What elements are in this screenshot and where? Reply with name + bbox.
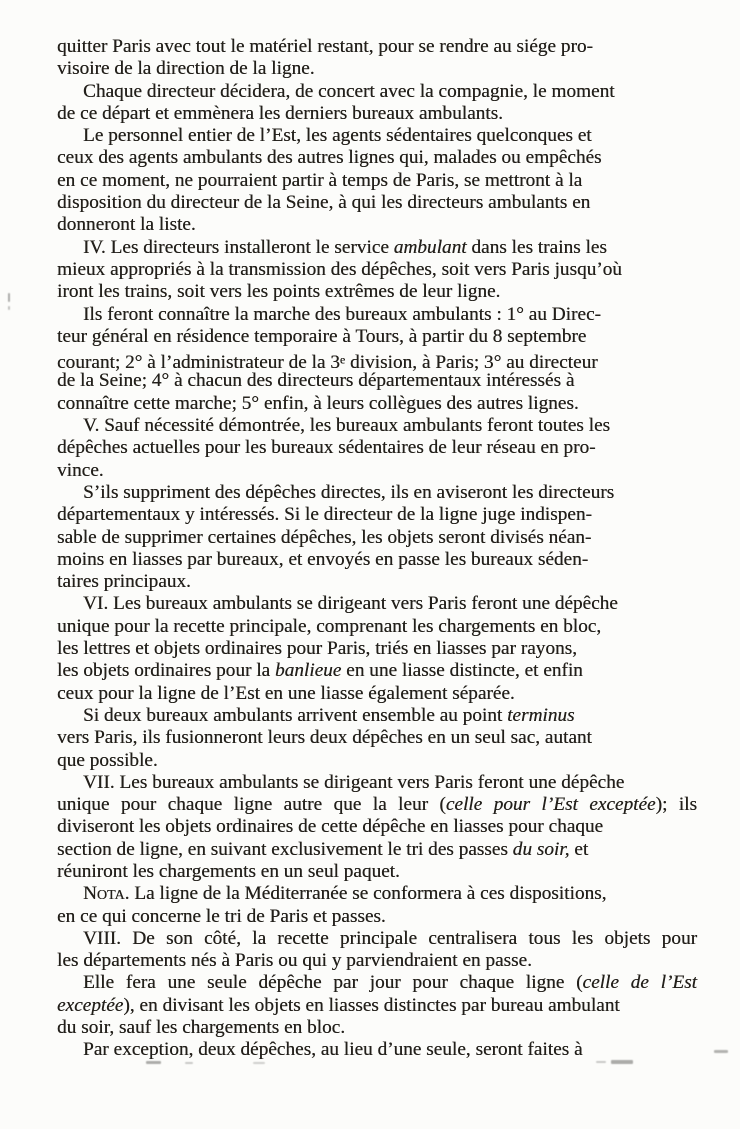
text-line-content xyxy=(57,1017,345,1038)
text-run: moins en liasses par bureaux, et envoyés en passe les bureaux séden- xyxy=(57,548,589,570)
superscript-text: e xyxy=(339,352,346,367)
text-line xyxy=(57,504,697,526)
italic-text: terminus xyxy=(507,704,575,726)
text-line xyxy=(57,683,697,705)
text-line xyxy=(57,460,697,482)
text-run: diviseront les objets ordinaires de cette dépêche en liasses pour chaque xyxy=(57,816,604,838)
text-line xyxy=(57,304,697,326)
text-line xyxy=(57,192,697,214)
text-line-content xyxy=(83,415,610,436)
italic-text: ambulant xyxy=(393,236,467,258)
text-line xyxy=(57,1039,697,1061)
scan-speck xyxy=(8,306,10,310)
text-line xyxy=(57,125,697,147)
paragraph xyxy=(57,81,697,126)
text-run: dépêches actuelles pour les bureaux sédentaires de leur réseau en pro- xyxy=(57,437,596,459)
text-line xyxy=(57,103,697,125)
text-line xyxy=(57,81,697,103)
text-line-content xyxy=(83,972,697,993)
text-line xyxy=(57,170,697,192)
text-line xyxy=(57,36,697,58)
text-line-content xyxy=(57,950,532,971)
paragraph xyxy=(57,883,697,928)
text-line xyxy=(57,393,697,415)
text-block xyxy=(57,36,697,1062)
text-line-content xyxy=(57,259,622,280)
smallcaps-text: Nota xyxy=(83,883,125,905)
text-line-content xyxy=(57,192,590,213)
text-run: en une liasse distincte, et enfin xyxy=(341,660,583,682)
text-line xyxy=(57,727,697,749)
text-run: connaître cette marche; 5° enfin, à leurs collègues des autres lignes. xyxy=(57,392,579,414)
text-line xyxy=(57,638,697,660)
text-line-content xyxy=(57,660,583,681)
paragraph xyxy=(57,237,697,304)
paragraph xyxy=(57,593,697,704)
text-line xyxy=(57,571,697,593)
text-line xyxy=(57,660,697,682)
text-line-content xyxy=(57,527,591,548)
text-run: vince. xyxy=(57,459,104,481)
text-run: de la Seine; 4° à chacun des directeurs départementaux intéressés à xyxy=(57,370,575,392)
text-run: en ce moment, ne pourraient partir à temps de Paris, se mettront à la xyxy=(57,169,583,191)
text-line xyxy=(57,1017,697,1039)
italic-text: banlieue xyxy=(274,660,342,682)
text-line-content xyxy=(57,370,574,391)
text-run: réuniront les chargements en un seul paquet. xyxy=(57,860,400,882)
text-run: VI. Les bureaux ambulants se dirigeant vers Paris feront une dépêche xyxy=(83,593,618,615)
text-line-content xyxy=(57,794,697,815)
text-line xyxy=(57,794,697,816)
text-line-content xyxy=(57,995,620,1016)
text-line xyxy=(57,326,697,348)
text-run: ceux des agents ambulants des autres lignes qui, malades ou empêchés xyxy=(57,147,602,169)
text-line-content xyxy=(57,638,577,659)
text-run: Par exception, deux dépêches, au lieu d’une seule, seront faites à xyxy=(83,1039,583,1061)
text-line-content xyxy=(83,125,592,146)
text-run: division, à Paris; 3° au directeur xyxy=(345,351,598,373)
text-line xyxy=(57,928,697,950)
text-run: Le personnel entier de l’Est, les agents sédentaires quelconques et xyxy=(83,125,592,147)
text-run: vers Paris, ils fusionneront leurs deux dépêches en un seul sac, autant xyxy=(57,727,592,749)
scan-smudge xyxy=(185,1062,193,1064)
paragraph xyxy=(57,36,697,81)
text-line-content xyxy=(57,170,582,191)
text-line xyxy=(57,527,697,549)
text-line-content xyxy=(83,593,618,614)
text-run: les départements nés à Paris ou qui y parviendraient en passe. xyxy=(57,950,532,972)
text-run: unique pour la recette principale, comprenant les chargements en bloc, xyxy=(57,615,602,637)
text-line-content xyxy=(83,81,615,102)
text-run: VIII. De son côté, la recette principale centralisera tous les objets pour xyxy=(83,927,697,949)
text-run: dans les trains les xyxy=(466,236,607,258)
text-run: Si deux bureaux ambulants arrivent ensemble au point xyxy=(83,704,508,726)
text-run: iront les trains, soit vers les points extrêmes de leur ligne. xyxy=(57,281,501,303)
text-run: les lettres et objets ordinaires pour Paris, triés en liasses par rayons, xyxy=(57,638,577,660)
text-line xyxy=(57,839,697,861)
text-line-content xyxy=(57,750,158,771)
text-line xyxy=(57,883,697,905)
text-line-content xyxy=(83,883,606,904)
paragraph xyxy=(57,705,697,772)
text-run: Chaque directeur décidera, de concert avec la compagnie, le moment xyxy=(83,80,615,102)
text-run: de ce départ et emmènera les derniers bureaux ambulants. xyxy=(57,102,503,124)
text-run: . La ligne de la Méditerranée se conformera à ces dispositions, xyxy=(124,883,607,905)
text-run: donneront la liste. xyxy=(57,214,196,236)
text-line xyxy=(57,58,697,80)
text-line xyxy=(57,995,697,1017)
text-run: taires principaux. xyxy=(57,571,191,593)
text-run: IV. Les directeurs installeront le service xyxy=(83,236,394,258)
text-line-content xyxy=(57,549,588,570)
text-run: unique pour chaque ligne autre que la leur ( xyxy=(57,794,446,816)
text-run: que possible. xyxy=(57,749,158,771)
italic-text: du soir, xyxy=(512,838,570,860)
scan-smudge xyxy=(611,1060,633,1064)
text-line-content xyxy=(57,214,196,235)
text-run: mieux appropriés à la transmission des dépêches, soit vers Paris jusqu’où xyxy=(57,258,622,280)
text-line-content xyxy=(57,281,500,302)
text-line-content xyxy=(83,304,601,325)
text-line xyxy=(57,861,697,883)
scan-smudge xyxy=(146,1061,161,1064)
text-line xyxy=(57,281,697,303)
paragraph xyxy=(57,928,697,973)
text-line-content xyxy=(57,326,586,347)
text-line xyxy=(57,214,697,236)
text-line-content xyxy=(57,816,603,837)
text-run: courant; 2° à l’administrateur de la 3 xyxy=(57,351,340,373)
text-run: S’ils suppriment des dépêches directes, ils en aviseront les directeurs xyxy=(83,481,615,503)
text-line-content xyxy=(83,237,607,258)
paragraph xyxy=(57,415,697,482)
text-line-content xyxy=(83,705,575,726)
text-line xyxy=(57,616,697,638)
text-run: du soir, sauf les chargements en bloc. xyxy=(57,1017,346,1039)
text-line xyxy=(57,482,697,504)
text-run: sable de supprimer certaines dépêches, les objets seront divisés néan- xyxy=(57,526,592,548)
text-line-content xyxy=(57,683,515,704)
text-line xyxy=(57,772,697,794)
paragraph xyxy=(57,972,697,1039)
text-line xyxy=(57,259,697,281)
text-run: ); ils xyxy=(655,794,697,816)
text-run: visoire de la direction de la ligne. xyxy=(57,58,315,80)
paragraph xyxy=(57,304,697,415)
text-line-content xyxy=(57,36,593,57)
text-line xyxy=(57,705,697,727)
text-line xyxy=(57,370,697,392)
text-line-content xyxy=(57,437,596,458)
text-run: section de ligne, en suivant exclusivement le tri des passes xyxy=(57,838,513,860)
text-line-content xyxy=(57,58,315,79)
text-run: teur général en résidence temporaire à Tours, à partir du 8 septembre xyxy=(57,325,587,347)
text-line xyxy=(57,816,697,838)
text-line-content xyxy=(57,861,400,882)
text-run: ceux pour la ligne de l’Est en une liasse également séparée. xyxy=(57,682,515,704)
scan-speck xyxy=(714,1050,728,1053)
italic-text: celle de l’Est xyxy=(582,972,697,994)
text-line xyxy=(57,950,697,972)
text-line-content xyxy=(57,147,602,168)
text-run: les objets ordinaires pour la xyxy=(57,660,275,682)
text-line xyxy=(57,437,697,459)
text-run: et xyxy=(569,838,589,860)
text-line-content xyxy=(57,460,104,481)
paragraph xyxy=(57,1039,697,1061)
paragraph xyxy=(57,125,697,236)
text-line xyxy=(57,415,697,437)
text-line xyxy=(57,549,697,571)
text-run: en ce qui concerne le tri de Paris et passes. xyxy=(57,905,386,927)
text-line-content xyxy=(83,928,697,949)
text-run: disposition du directeur de la Seine, à qui les directeurs ambulants en xyxy=(57,192,591,214)
text-run: ), en divisant les objets en liasses distinctes par bureau ambulant xyxy=(123,994,620,1016)
text-line-content xyxy=(57,839,588,860)
text-line xyxy=(57,147,697,169)
text-run: départementaux y intéressés. Si le directeur de la ligne juge indispen- xyxy=(57,504,592,526)
text-line-content xyxy=(57,727,592,748)
text-run: VII. Les bureaux ambulants se dirigeant vers Paris feront une dépêche xyxy=(83,771,625,793)
scan-smudge xyxy=(596,1061,606,1063)
text-line-content xyxy=(83,482,614,503)
text-run: Elle fera une seule dépêche par jour pour chaque ligne ( xyxy=(83,972,583,994)
text-line-content xyxy=(57,393,579,414)
text-line xyxy=(57,593,697,615)
text-line xyxy=(57,237,697,259)
text-line-content xyxy=(83,1039,583,1060)
text-line xyxy=(57,972,697,994)
text-line-content xyxy=(57,504,592,525)
text-line-content xyxy=(57,616,601,637)
text-line xyxy=(57,348,697,373)
text-line-content xyxy=(57,103,503,124)
text-line-content xyxy=(83,772,624,793)
text-line-content xyxy=(57,571,191,592)
text-line-content xyxy=(57,906,386,927)
text-run: Ils feront connaître la marche des bureaux ambulants : 1° au Direc- xyxy=(83,303,601,325)
text-run: V. Sauf nécessité démontrée, les bureaux ambulants feront toutes les xyxy=(83,415,611,437)
italic-text: exceptée xyxy=(57,994,124,1016)
text-line xyxy=(57,906,697,928)
text-run: quitter Paris avec tout le matériel restant, pour se rendre au siége pro- xyxy=(57,36,593,57)
scan-speck xyxy=(8,293,10,302)
paragraph xyxy=(57,482,697,593)
text-line xyxy=(57,750,697,772)
italic-text: celle pour l’Est exceptée xyxy=(445,794,656,816)
paragraph xyxy=(57,772,697,883)
scan-smudge xyxy=(253,1062,265,1064)
